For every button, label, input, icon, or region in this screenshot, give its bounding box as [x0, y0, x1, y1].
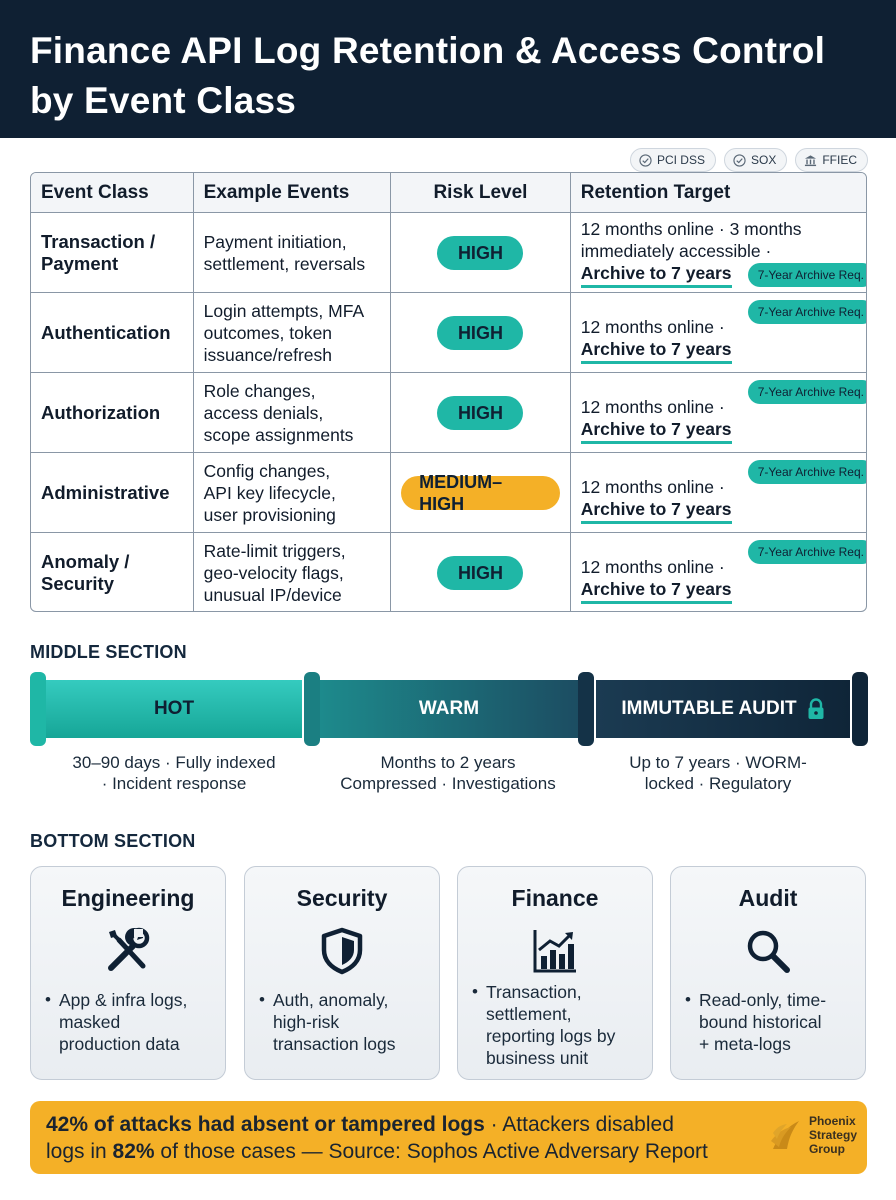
example-line: API key lifecycle, [203, 482, 336, 503]
banner-highlight: 42% of attacks had absent or tampered logs [46, 1113, 485, 1136]
badge-label: SOX [750, 153, 777, 167]
banner-highlight: 82% [112, 1140, 155, 1163]
bullet-line: production data [58, 1034, 180, 1054]
tools-icon [103, 926, 153, 976]
magnifier-icon [743, 926, 793, 976]
retention-line: 12 months online · [580, 476, 725, 497]
retention-target-cell [571, 453, 866, 532]
table-header-row [31, 173, 866, 213]
card-title: Audit [738, 885, 798, 911]
archive-requirement-tag: 7-Year Archive Req. [748, 263, 867, 287]
tier-divider [304, 672, 320, 746]
tier-warm-description [323, 752, 573, 794]
archive-target: Archive to 7 years [581, 338, 732, 364]
bottom-section-title: BOTTOM SECTION [30, 831, 196, 851]
event-class-cell [31, 213, 194, 292]
retention-line: 12 months online · [580, 396, 725, 417]
example-line: Config changes, [203, 460, 331, 481]
bullet-line: App & infra logs, [58, 990, 188, 1010]
bullet-line: high-risk [272, 1012, 340, 1032]
tier-label: IMMUTABLE AUDIT [621, 698, 797, 719]
bank-icon [804, 154, 817, 167]
example-line: outcomes, token [203, 322, 333, 343]
card-bullet: • Read-only, time- bound historical + meta-logs [685, 990, 827, 1054]
retention-target-cell [571, 293, 866, 372]
tier-desc-line: Compressed · Investigations [340, 774, 556, 793]
bullet-line: business unit [485, 1048, 589, 1068]
check-circle-icon [639, 154, 652, 167]
compliance-badges [630, 148, 868, 172]
shield-icon [317, 926, 367, 976]
bullet-line: settlement, [485, 1004, 572, 1024]
example-line: issuance/refresh [203, 344, 333, 365]
logo-line: Strategy [808, 1128, 857, 1142]
bullet-line: + meta-logs [698, 1034, 791, 1054]
tier-immutable-audit [596, 680, 850, 738]
example-events-cell [194, 453, 392, 532]
badge-ffiec [795, 148, 868, 172]
risk-pill-medium-high: MEDIUM–HIGH [401, 476, 560, 510]
page-header [0, 0, 896, 138]
badge-label: PCI DSS [656, 153, 705, 167]
bullet-line: Transaction, [485, 982, 582, 1002]
retention-target-cell [571, 373, 866, 452]
column-header: Risk Level [391, 173, 571, 212]
example-line: geo-velocity flags, [203, 563, 344, 583]
check-circle-icon [733, 154, 746, 167]
page-title-line-1: Finance API Log Retention & Access Control [30, 30, 826, 71]
badge-sox [724, 148, 787, 172]
tier-desc-line: Up to 7 years · WORM- [629, 753, 807, 772]
card-bullet: • Transaction, settlement, reporting logs by business unit [472, 982, 616, 1068]
card-bullet: • Auth, anomaly, high-risk transaction logs [259, 990, 396, 1054]
risk-pill-high: HIGH [437, 396, 523, 430]
archive-target: Archive to 7 years [581, 262, 732, 288]
page-title-line-2: by Event Class [30, 80, 297, 121]
event-class-cell [31, 533, 194, 612]
event-class-cell: Authentication [31, 293, 194, 372]
card-engineering [30, 866, 226, 1080]
bullet-line: reporting logs by [485, 1026, 616, 1046]
card-finance [457, 866, 653, 1080]
tier-hot-description [49, 752, 299, 794]
example-events-cell [194, 213, 392, 292]
badge-pci-dss [630, 148, 716, 172]
banner-line-2 [46, 1138, 851, 1165]
table-row [31, 293, 866, 373]
example-line: Role changes, [203, 380, 316, 401]
card-title: Finance [511, 885, 599, 911]
banner-text: of those cases — Source: Sophos Active Adversary Report [154, 1140, 708, 1163]
archive-requirement-tag: 7-Year Archive Req. [748, 460, 867, 484]
page-title [30, 26, 866, 126]
retention-target-cell [571, 213, 866, 292]
retention-line: 12 months online · [580, 316, 725, 337]
risk-level-cell [391, 453, 571, 532]
banner-line-1 [46, 1111, 851, 1138]
table-row [31, 213, 866, 293]
card-bullet: • App & infra logs, masked production data [45, 990, 188, 1054]
card-audit [670, 866, 866, 1080]
middle-section-title: MIDDLE SECTION [30, 642, 187, 662]
table-row [31, 453, 866, 533]
tier-desc-line: locked · Regulatory [644, 774, 792, 793]
archive-target: Archive to 7 years [581, 418, 732, 444]
badge-label: FFIEC [822, 153, 857, 167]
event-class-line: Security [41, 573, 115, 594]
bullet-line: transaction logs [272, 1034, 396, 1054]
archive-target: Archive to 7 years [581, 498, 732, 524]
logo-line: Group [808, 1142, 845, 1156]
column-header: Event Class [31, 173, 194, 212]
example-events-cell [194, 373, 392, 452]
example-line: unusual IP/device [203, 585, 342, 605]
card-title: Security [296, 885, 388, 911]
retention-table [30, 172, 867, 612]
event-class-line: Payment [41, 252, 119, 274]
logo-text [809, 1114, 857, 1156]
tier-audit-description [593, 752, 843, 794]
tier-hot: HOT [46, 680, 302, 738]
example-line: Payment initiation, [203, 231, 347, 252]
card-title: Engineering [61, 885, 195, 911]
bullet-line: Read-only, time- [698, 990, 827, 1010]
retention-target-cell [571, 533, 866, 612]
risk-pill-high: HIGH [437, 236, 523, 270]
event-class-cell: Administrative [31, 453, 194, 532]
risk-level-cell [391, 293, 571, 372]
table-row [31, 533, 866, 612]
retention-line: immediately accessible · [580, 240, 772, 261]
example-line: user provisioning [203, 504, 336, 525]
risk-pill-high: HIGH [437, 316, 523, 350]
example-line: Rate-limit triggers, [203, 541, 346, 561]
statistic-banner [30, 1101, 867, 1174]
archive-requirement-tag: 7-Year Archive Req. [748, 540, 867, 564]
tier-warm: WARM [320, 680, 578, 738]
tier-divider [30, 672, 46, 746]
retention-line: 12 months online · [580, 557, 725, 577]
bullet-line: Auth, anomaly, [272, 990, 389, 1010]
column-header: Retention Target [571, 173, 866, 212]
archive-requirement-tag: 7-Year Archive Req. [748, 300, 867, 324]
tier-desc-line: 30–90 days · Fully indexed [72, 753, 276, 772]
banner-text: logs in [46, 1140, 113, 1163]
example-line: scope assignments [203, 424, 354, 445]
example-events-cell [194, 293, 392, 372]
archive-requirement-tag: 7-Year Archive Req. [748, 380, 867, 404]
tier-desc-line: Months to 2 years [380, 753, 516, 772]
column-header: Example Events [194, 173, 392, 212]
event-class-line: Transaction / [41, 230, 156, 252]
risk-pill-high: HIGH [437, 556, 523, 590]
bullet-line: masked [58, 1012, 121, 1032]
retention-line: 12 months online · 3 months [580, 218, 802, 239]
phoenix-logo-icon [769, 1115, 803, 1155]
chart-icon [530, 926, 580, 976]
risk-level-cell [391, 533, 571, 612]
example-line: Login attempts, MFA [203, 300, 365, 321]
archive-target: Archive to 7 years [581, 578, 732, 604]
example-line: settlement, reversals [203, 253, 366, 274]
risk-level-cell [391, 213, 571, 292]
tier-desc-line: · Incident response [101, 774, 247, 793]
banner-text: · Attackers disabled [484, 1113, 674, 1136]
example-events-cell [194, 533, 392, 612]
phoenix-strategy-logo [769, 1114, 857, 1156]
example-line: access denials, [203, 402, 324, 423]
tier-divider [852, 672, 868, 746]
logo-line: Phoenix [808, 1114, 856, 1128]
lock-icon [807, 698, 825, 720]
card-security [244, 866, 440, 1080]
event-class-cell: Authorization [31, 373, 194, 452]
bullet-line: bound historical [698, 1012, 822, 1032]
event-class-line: Anomaly / [41, 551, 130, 572]
table-row [31, 373, 866, 453]
risk-level-cell [391, 373, 571, 452]
tier-divider [578, 672, 594, 746]
